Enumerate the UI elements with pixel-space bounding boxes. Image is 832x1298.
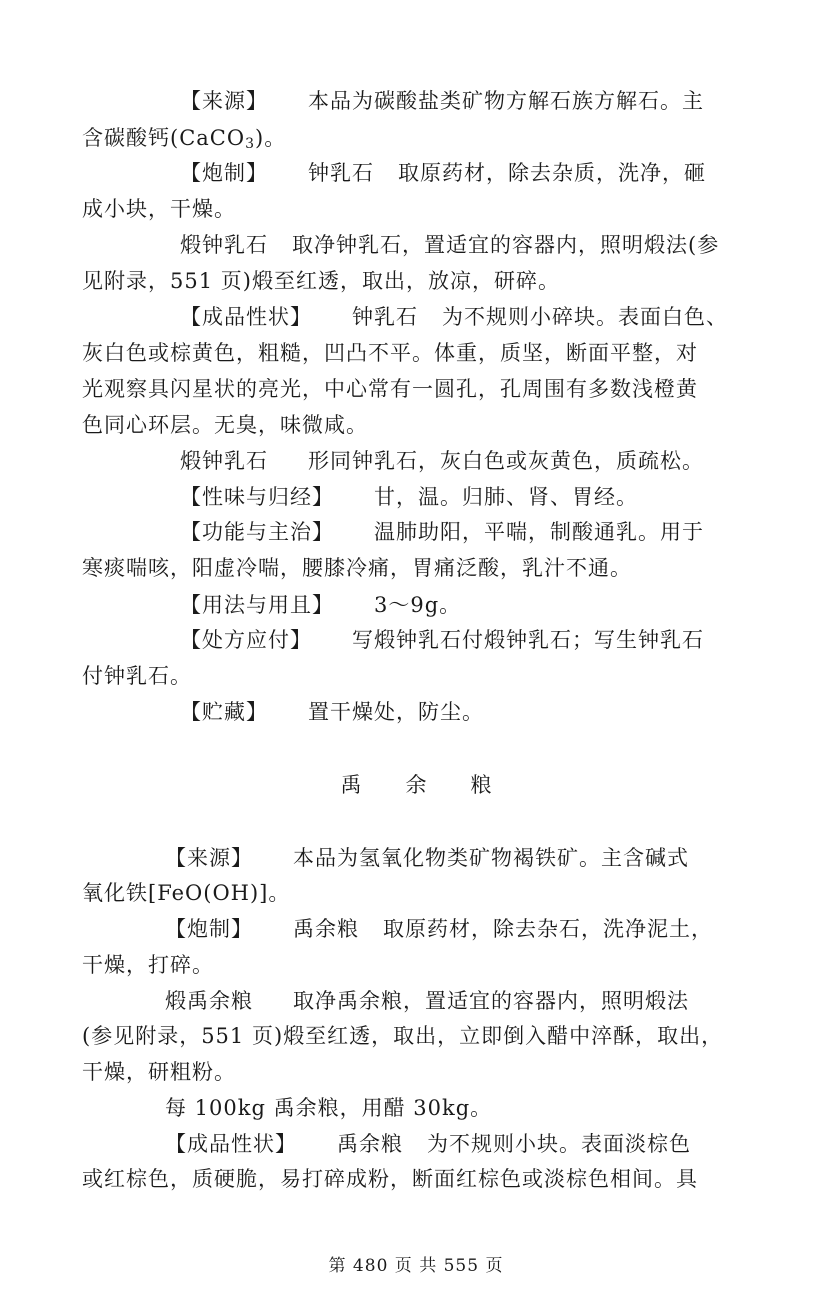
title-char-3: 粮 — [470, 773, 492, 797]
properties-label-s2: 【成品性状】 — [165, 1132, 297, 1156]
calcined-line-s2 — [165, 988, 689, 1014]
calcined-line — [180, 232, 719, 258]
calcined-line-2: 见附录，551 页)煅至红透，取出，放凉，研碎。 — [82, 269, 560, 293]
source-line-s2-2: 氧化铁[FeO(OH)]。 — [82, 881, 291, 905]
calcined-item-s2: 煅禹余粮 — [165, 989, 253, 1013]
source-label: 【来源】 — [180, 89, 268, 113]
properties-line-s2 — [165, 1131, 691, 1157]
processing-item: 钟乳石 — [308, 161, 374, 185]
source-text-2b: )。 — [255, 126, 287, 150]
properties-item-s2: 禹余粮 — [337, 1132, 403, 1156]
nature-text: 甘，温。归肺、肾、胃经。 — [374, 485, 638, 509]
processing-line-s2 — [165, 916, 713, 942]
properties-line-2: 灰白色或棕黄色，粗糙，凹凸不平。体重，质坚，断面平整，对 — [82, 341, 698, 365]
prescription-label: 【处方应付】 — [180, 628, 312, 652]
prescription-line-2: 付钟乳石。 — [82, 664, 192, 688]
usage-text: 3～9g。 — [374, 593, 462, 617]
usage-label: 【用法与用且】 — [180, 593, 334, 617]
properties-label: 【成品性状】 — [180, 305, 312, 329]
properties2-line — [180, 448, 704, 474]
properties-line — [180, 304, 728, 330]
prescription-line — [180, 627, 704, 653]
source-text-2a: 含碳酸钙(CaCO — [82, 126, 246, 150]
calcined-item: 煅钟乳石 — [180, 233, 268, 257]
processing-label-s2: 【炮制】 — [165, 917, 253, 941]
title-char-1: 禹 — [340, 773, 362, 797]
title-char-2: 余 — [405, 773, 427, 797]
calcined-text-s2: 取净禹余粮，置适宜的容器内，照明煅法 — [293, 989, 689, 1013]
page-footer: 第 480 页 共 555 页 — [328, 1256, 504, 1276]
properties2-item: 煅钟乳石 — [180, 449, 268, 473]
properties-line-s2-2: 或红棕色，质硬脆，易打碎成粉，断面红棕色或淡棕色相间。具 — [82, 1167, 698, 1191]
section-title — [0, 772, 832, 798]
function-label: 【功能与主治】 — [180, 520, 334, 544]
processing-text: 取原药材，除去杂质，洗净，砸 — [398, 161, 706, 185]
processing-text-s2: 取原药材，除去杂石，洗净泥土， — [383, 917, 713, 941]
source-text-s2: 本品为氢氧化物类矿物褐铁矿。主含碱式 — [293, 846, 689, 870]
source-line-s2 — [165, 845, 689, 871]
processing-line — [180, 160, 706, 186]
nature-line — [180, 484, 638, 510]
function-line-2: 寒痰喘咳，阳虚冷喘，腰膝冷痛，胃痛泛酸，乳汁不通。 — [82, 556, 632, 580]
nature-label: 【性味与归经】 — [180, 485, 334, 509]
storage-label: 【贮藏】 — [180, 700, 268, 724]
properties-line-3: 光观察具闪星状的亮光，中心常有一圆孔，孔周围有多数浅橙黄 — [82, 377, 698, 401]
properties-text-s2: 为不规则小块。表面淡棕色 — [427, 1132, 691, 1156]
calcined-line-s2-2: (参见附录，551 页)煅至红透，取出，立即倒入醋中淬酥，取出， — [82, 1024, 724, 1048]
properties2-text: 形同钟乳石，灰白色或灰黄色，质疏松。 — [308, 449, 704, 473]
source-line — [180, 88, 704, 114]
processing-label: 【炮制】 — [180, 161, 268, 185]
formula-subscript: 3 — [245, 136, 255, 152]
source-text: 本品为碳酸盐类矿物方解石族方解石。主 — [308, 89, 704, 113]
calcined-text: 取净钟乳石，置适宜的容器内，照明煅法(参 — [292, 233, 720, 257]
prescription-text: 写煅钟乳石付煅钟乳石；写生钟乳石 — [352, 628, 704, 652]
storage-text: 置干燥处，防尘。 — [308, 700, 484, 724]
properties-item: 钟乳石 — [352, 305, 418, 329]
processing-item-s2: 禹余粮 — [293, 917, 359, 941]
function-text: 温肺助阳，平喘，制酸通乳。用于 — [374, 520, 704, 544]
source-line-2 — [82, 125, 286, 157]
usage-line — [180, 592, 461, 618]
processing-line-2: 成小块，干燥。 — [82, 197, 236, 221]
processing-line-s2-2: 干燥，打碎。 — [82, 953, 214, 977]
properties-line-4: 色同心环层。无臭，味微咸。 — [82, 413, 368, 437]
properties-text: 为不规则小碎块。表面白色、 — [442, 305, 728, 329]
function-line — [180, 519, 704, 545]
calcined-line-s2-3: 干燥，研粗粉。 — [82, 1060, 236, 1084]
vinegar-line: 每 100kg 禹余粮，用醋 30kg。 — [165, 1096, 493, 1120]
source-label-s2: 【来源】 — [165, 846, 253, 870]
storage-line — [180, 699, 484, 725]
